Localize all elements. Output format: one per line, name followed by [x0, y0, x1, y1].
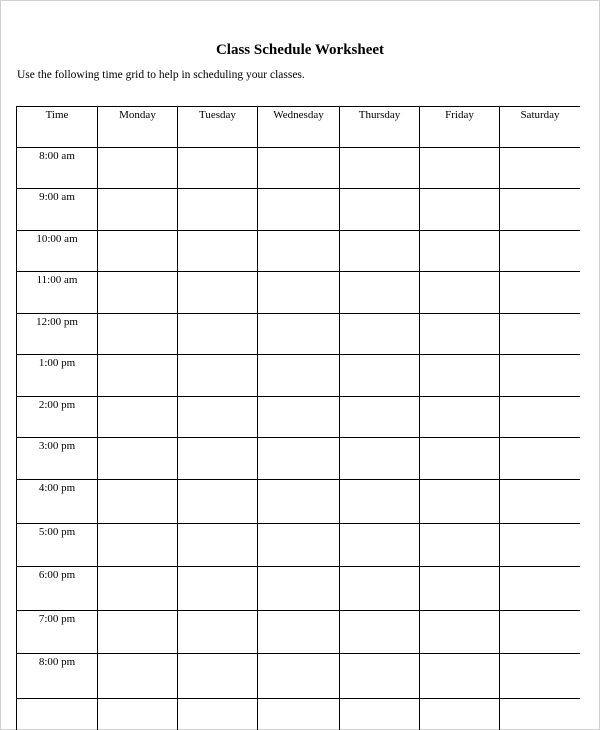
schedule-cell-monday[interactable] [98, 611, 178, 654]
schedule-cell-monday[interactable] [98, 480, 178, 524]
table-row [17, 480, 581, 524]
schedule-cell-saturday[interactable] [500, 611, 581, 654]
schedule-cell-thursday[interactable] [340, 189, 420, 231]
schedule-cell-saturday[interactable] [500, 699, 581, 730]
schedule-cell-tuesday[interactable] [178, 148, 258, 189]
schedule-cell-saturday[interactable] [500, 355, 581, 397]
schedule-cell-monday[interactable] [98, 699, 178, 730]
schedule-cell-thursday[interactable] [340, 314, 420, 355]
schedule-cell-tuesday[interactable] [178, 272, 258, 314]
schedule-cell-wednesday[interactable] [258, 272, 340, 314]
schedule-cell-friday[interactable] [420, 524, 500, 567]
header-friday: Friday [420, 107, 500, 148]
table-row [17, 272, 581, 314]
schedule-cell-tuesday[interactable] [178, 480, 258, 524]
schedule-cell-friday[interactable] [420, 438, 500, 480]
schedule-cell-tuesday[interactable] [178, 567, 258, 611]
schedule-cell-friday[interactable] [420, 314, 500, 355]
schedule-cell-thursday[interactable] [340, 611, 420, 654]
time-cell: 4:00 pm [17, 480, 98, 524]
schedule-cell-saturday[interactable] [500, 567, 581, 611]
schedule-cell-saturday[interactable] [500, 397, 581, 438]
schedule-cell-friday[interactable] [420, 699, 500, 730]
schedule-cell-thursday[interactable] [340, 438, 420, 480]
schedule-cell-tuesday[interactable] [178, 397, 258, 438]
schedule-cell-saturday[interactable] [500, 314, 581, 355]
time-cell: 5:00 pm [17, 524, 98, 567]
table-row [17, 189, 581, 231]
schedule-cell-thursday[interactable] [340, 567, 420, 611]
time-cell: 8:00 am [17, 148, 98, 189]
schedule-cell-monday[interactable] [98, 355, 178, 397]
schedule-cell-thursday[interactable] [340, 524, 420, 567]
schedule-cell-saturday[interactable] [500, 480, 581, 524]
schedule-cell-monday[interactable] [98, 397, 178, 438]
schedule-cell-wednesday[interactable] [258, 480, 340, 524]
schedule-cell-monday[interactable] [98, 438, 178, 480]
time-cell: 10:00 am [17, 231, 98, 272]
schedule-cell-monday[interactable] [98, 272, 178, 314]
schedule-cell-wednesday[interactable] [258, 654, 340, 699]
schedule-cell-wednesday[interactable] [258, 314, 340, 355]
schedule-cell-friday[interactable] [420, 654, 500, 699]
header-thursday: Thursday [340, 107, 420, 148]
schedule-cell-wednesday[interactable] [258, 397, 340, 438]
time-cell [17, 699, 98, 730]
schedule-cell-friday[interactable] [420, 611, 500, 654]
table-row [17, 314, 581, 355]
schedule-cell-thursday[interactable] [340, 699, 420, 730]
time-cell: 6:00 pm [17, 567, 98, 611]
schedule-cell-saturday[interactable] [500, 524, 581, 567]
schedule-cell-tuesday[interactable] [178, 438, 258, 480]
schedule-cell-wednesday[interactable] [258, 189, 340, 231]
table-row [17, 438, 581, 480]
header-monday: Monday [98, 107, 178, 148]
table-row [17, 231, 581, 272]
schedule-cell-wednesday[interactable] [258, 148, 340, 189]
table-row [17, 524, 581, 567]
schedule-cell-thursday[interactable] [340, 231, 420, 272]
time-cell: 1:00 pm [17, 355, 98, 397]
schedule-cell-tuesday[interactable] [178, 699, 258, 730]
time-cell: 2:00 pm [17, 397, 98, 438]
time-cell: 3:00 pm [17, 438, 98, 480]
schedule-cell-monday[interactable] [98, 654, 178, 699]
schedule-cell-friday[interactable] [420, 189, 500, 231]
schedule-cell-wednesday[interactable] [258, 355, 340, 397]
schedule-cell-thursday[interactable] [340, 148, 420, 189]
schedule-cell-wednesday[interactable] [258, 611, 340, 654]
schedule-cell-wednesday[interactable] [258, 524, 340, 567]
schedule-cell-wednesday[interactable] [258, 438, 340, 480]
schedule-cell-friday[interactable] [420, 397, 500, 438]
schedule-cell-monday[interactable] [98, 231, 178, 272]
schedule-cell-friday[interactable] [420, 567, 500, 611]
schedule-cell-thursday[interactable] [340, 397, 420, 438]
schedule-cell-tuesday[interactable] [178, 355, 258, 397]
header-wednesday: Wednesday [258, 107, 340, 148]
time-cell: 8:00 pm [17, 654, 98, 699]
time-cell: 11:00 am [17, 272, 98, 314]
schedule-cell-thursday[interactable] [340, 654, 420, 699]
instructions-text: Use the following time grid to help in scheduling your classes. [17, 69, 305, 81]
schedule-grid [16, 106, 580, 730]
schedule-cell-monday[interactable] [98, 148, 178, 189]
header-saturday: Saturday [500, 107, 581, 148]
schedule-cell-friday[interactable] [420, 355, 500, 397]
time-cell: 9:00 am [17, 189, 98, 231]
schedule-cell-tuesday[interactable] [178, 611, 258, 654]
schedule-cell-tuesday[interactable] [178, 524, 258, 567]
table-row [17, 148, 581, 189]
schedule-cell-tuesday[interactable] [178, 654, 258, 699]
schedule-cell-friday[interactable] [420, 231, 500, 272]
header-time: Time [17, 107, 98, 148]
schedule-cell-tuesday[interactable] [178, 314, 258, 355]
schedule-cell-saturday[interactable] [500, 272, 581, 314]
table-row [17, 611, 581, 654]
table-row [17, 355, 581, 397]
schedule-cell-thursday[interactable] [340, 272, 420, 314]
table-row [17, 654, 581, 699]
table-row [17, 699, 581, 730]
header-row [17, 107, 581, 148]
schedule-cell-thursday[interactable] [340, 355, 420, 397]
page-title: Class Schedule Worksheet [215, 42, 385, 58]
schedule-cell-friday[interactable] [420, 480, 500, 524]
schedule-cell-tuesday[interactable] [178, 189, 258, 231]
time-cell: 12:00 pm [17, 314, 98, 355]
schedule-cell-monday[interactable] [98, 567, 178, 611]
table-row [17, 567, 581, 611]
schedule-cell-saturday[interactable] [500, 148, 581, 189]
schedule-cell-tuesday[interactable] [178, 231, 258, 272]
schedule-cell-wednesday[interactable] [258, 699, 340, 730]
schedule-cell-saturday[interactable] [500, 189, 581, 231]
table-row [17, 397, 581, 438]
schedule-cell-wednesday[interactable] [258, 567, 340, 611]
schedule-cell-monday[interactable] [98, 189, 178, 231]
schedule-table [16, 106, 580, 730]
time-cell: 7:00 pm [17, 611, 98, 654]
schedule-cell-thursday[interactable] [340, 480, 420, 524]
schedule-cell-friday[interactable] [420, 272, 500, 314]
header-tuesday: Tuesday [178, 107, 258, 148]
schedule-cell-monday[interactable] [98, 314, 178, 355]
schedule-cell-wednesday[interactable] [258, 231, 340, 272]
schedule-cell-saturday[interactable] [500, 654, 581, 699]
schedule-cell-saturday[interactable] [500, 438, 581, 480]
schedule-cell-saturday[interactable] [500, 231, 581, 272]
schedule-cell-monday[interactable] [98, 524, 178, 567]
schedule-cell-friday[interactable] [420, 148, 500, 189]
